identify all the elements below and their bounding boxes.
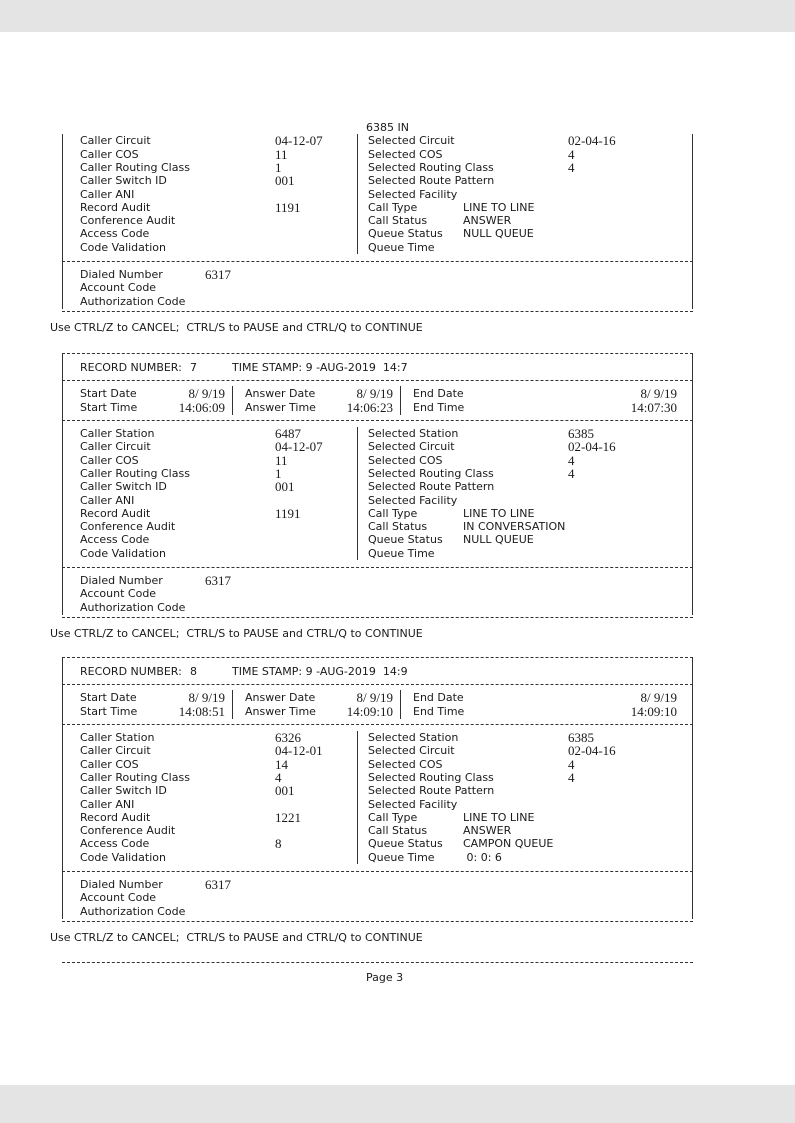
caller-field-value: 1221 (275, 809, 301, 825)
caller-field-label: Caller ANI (80, 493, 135, 507)
selected-field-value: 6385 (568, 426, 594, 441)
date-field-value: 8/ 9/19 (640, 690, 677, 705)
vertical-rule (357, 134, 358, 254)
selected-field-value: 02-04-16 (568, 133, 616, 149)
code-field-label: Authorization Code (80, 294, 186, 308)
selected-field-label: Selected COS (368, 757, 443, 771)
date-field-label: Answer Date (245, 691, 316, 704)
vertical-rule (62, 661, 63, 737)
vertical-rule (400, 690, 401, 719)
caller-field-label: Caller COS (80, 147, 139, 161)
selected-field-label: Call Status (368, 824, 428, 838)
date-field-value: 14:08:51 (178, 704, 225, 719)
dashed-divider (62, 311, 693, 312)
date-field-label: End Date (413, 691, 464, 704)
control-hint: Use CTRL/Z to CANCEL; CTRL/S to PAUSE and CTRL/Q to CONTINUE (50, 931, 423, 944)
caller-field-label: Caller Routing Class (80, 466, 190, 480)
dashed-divider (62, 617, 693, 618)
caller-field-value: 1191 (275, 505, 301, 521)
selected-field-value: IN CONVERSATION (463, 520, 566, 534)
caller-field-label: Caller Switch ID (80, 174, 167, 188)
code-field-label: Dialed Number (80, 268, 163, 281)
selected-field-label: Selected Circuit (368, 134, 455, 148)
date-field-value: 8/ 9/19 (356, 386, 393, 401)
caller-field-label: Caller COS (80, 757, 139, 771)
dashed-divider (62, 684, 693, 685)
time-stamp: TIME STAMP: 9 -AUG-2019 14:7 (232, 361, 408, 374)
selected-field-value: 02-04-16 (568, 743, 616, 759)
selected-field-value: LINE TO LINE (463, 506, 535, 520)
selected-field-label: Selected Routing Class (368, 160, 494, 174)
vertical-rule (692, 134, 693, 309)
caller-field-value: 11 (275, 452, 288, 468)
selected-field-value: LINE TO LINE (463, 200, 535, 214)
caller-field-value: 4 (275, 769, 282, 785)
selected-field-value: NULL QUEUE (463, 533, 534, 547)
caller-field-label: Caller Routing Class (80, 770, 190, 784)
caller-field-label: Access Code (80, 837, 150, 851)
selected-field-value: 4 (568, 769, 575, 785)
caller-field-value: 001 (275, 173, 295, 189)
time-stamp: TIME STAMP: 9 -AUG-2019 14:9 (232, 665, 408, 678)
selected-field-value: 4 (568, 452, 575, 468)
dashed-divider (62, 657, 693, 658)
date-field-label: Answer Date (245, 387, 316, 400)
selected-field-label: Selected Facility (368, 493, 458, 507)
caller-field-label: Record Audit (80, 200, 151, 214)
selected-field-label: Queue Status (368, 533, 443, 547)
selected-field-label: Selected Circuit (368, 744, 455, 758)
dashed-divider (62, 261, 693, 262)
caller-field-label: Caller Circuit (80, 440, 151, 454)
caller-field-label: Caller Switch ID (80, 480, 167, 494)
vertical-rule (232, 690, 233, 719)
selected-field-value: 0: 0: 6 (463, 850, 502, 864)
dashed-divider (62, 962, 693, 963)
caller-field-value: 8 (275, 836, 282, 852)
selected-field-value: 4 (568, 159, 575, 175)
date-field-value: 14:06:23 (346, 400, 393, 415)
caller-field-value: 11 (275, 146, 288, 162)
date-field-label: Start Time (80, 705, 138, 718)
record-number-label: RECORD NUMBER: (80, 361, 182, 374)
caller-field-value: 04-12-07 (275, 439, 323, 455)
selected-field-label: Selected Facility (368, 187, 458, 201)
caller-field-value: 6326 (275, 730, 301, 745)
selected-field-value: 6385 (568, 730, 594, 745)
caller-field-label: Caller Switch ID (80, 784, 167, 798)
date-field-value: 8/ 9/19 (640, 386, 677, 401)
caller-field-label: Caller Circuit (80, 134, 151, 148)
selected-field-label: Selected Station (368, 427, 459, 440)
caller-field-label: Caller Routing Class (80, 160, 190, 174)
selected-field-value: 4 (568, 465, 575, 481)
code-field-label: Dialed Number (80, 574, 163, 587)
selected-field-label: Queue Time (368, 546, 435, 560)
selected-field-label: Selected Circuit (368, 440, 455, 454)
date-field-label: Answer Time (245, 705, 316, 718)
dashed-divider (62, 724, 693, 725)
dashed-divider (62, 420, 693, 421)
caller-field-label: Caller Station (80, 427, 155, 440)
selected-field-label: Queue Status (368, 837, 443, 851)
caller-field-value: 04-12-01 (275, 743, 323, 759)
caller-field-label: Caller COS (80, 453, 139, 467)
date-field-label: Answer Time (245, 401, 316, 414)
selected-field-label: Call Status (368, 520, 428, 534)
selected-field-label: Call Type (368, 810, 418, 824)
caller-field-value: 1 (275, 465, 282, 481)
code-field-label: Account Code (80, 587, 157, 601)
selected-field-value: LINE TO LINE (463, 810, 535, 824)
caller-field-label: Access Code (80, 533, 150, 547)
selected-field-label: Selected COS (368, 147, 443, 161)
date-field-value: 14:07:30 (630, 400, 677, 415)
date-field-value: 8/ 9/19 (188, 690, 225, 705)
caller-field-label: Access Code (80, 227, 150, 241)
selected-field-value: 4 (568, 146, 575, 162)
caller-field-label: Conference Audit (80, 520, 176, 534)
selected-field-label: Selected Route Pattern (368, 174, 495, 188)
vertical-rule (692, 661, 693, 737)
selected-field-label: Selected COS (368, 453, 443, 467)
dashed-divider (62, 567, 693, 568)
dashed-divider (62, 380, 693, 381)
selected-field-value: 02-04-16 (568, 439, 616, 455)
dashed-divider (62, 921, 693, 922)
code-field-label: Authorization Code (80, 904, 186, 918)
code-field-value: 6317 (205, 877, 231, 892)
caller-field-label: Code Validation (80, 850, 166, 864)
caller-field-label: Caller ANI (80, 797, 135, 811)
caller-field-label: Code Validation (80, 240, 166, 254)
caller-field-label: Conference Audit (80, 214, 176, 228)
caller-field-value: 6487 (275, 426, 301, 441)
date-field-value: 14:09:10 (630, 704, 677, 719)
code-field-label: Dialed Number (80, 878, 163, 891)
caller-field-value: 1 (275, 159, 282, 175)
date-field-label: Start Time (80, 401, 138, 414)
scan-bottom-band (0, 1085, 795, 1123)
code-field-value: 6317 (205, 573, 231, 588)
control-hint: Use CTRL/Z to CANCEL; CTRL/S to PAUSE and CTRL/Q to CONTINUE (50, 321, 423, 334)
date-field-label: End Date (413, 387, 464, 400)
selected-field-value: ANSWER (463, 824, 512, 838)
selected-field-value: CAMPON QUEUE (463, 837, 554, 851)
selected-field-value: 4 (568, 756, 575, 772)
date-field-label: End Time (413, 401, 465, 414)
fragment-top-text: 6385 IN (366, 121, 409, 134)
vertical-rule (62, 134, 63, 309)
caller-field-value: 1191 (275, 199, 301, 215)
caller-field-label: Conference Audit (80, 824, 176, 838)
vertical-rule (62, 357, 63, 433)
caller-field-label: Caller Circuit (80, 744, 151, 758)
record-number-value: 8 (190, 665, 197, 678)
selected-field-label: Selected Route Pattern (368, 784, 495, 798)
caller-field-label: Record Audit (80, 810, 151, 824)
selected-field-label: Call Status (368, 214, 428, 228)
vertical-rule (692, 357, 693, 433)
selected-field-label: Selected Facility (368, 797, 458, 811)
vertical-rule (232, 386, 233, 415)
selected-field-label: Queue Time (368, 240, 435, 254)
caller-field-value: 04-12-07 (275, 133, 323, 149)
caller-field-value: 14 (275, 756, 288, 772)
caller-field-label: Code Validation (80, 546, 166, 560)
record-number-label: RECORD NUMBER: (80, 665, 182, 678)
selected-field-label: Selected Routing Class (368, 466, 494, 480)
record-number-value: 7 (190, 361, 197, 374)
code-field-label: Account Code (80, 281, 157, 295)
selected-field-value: ANSWER (463, 214, 512, 228)
selected-field-label: Queue Time (368, 850, 435, 864)
vertical-rule (357, 427, 358, 560)
date-field-value: 14:06:09 (178, 400, 225, 415)
caller-field-label: Record Audit (80, 506, 151, 520)
date-field-value: 8/ 9/19 (356, 690, 393, 705)
caller-field-value: 001 (275, 479, 295, 495)
date-field-value: 14:09:10 (346, 704, 393, 719)
selected-field-label: Call Type (368, 200, 418, 214)
selected-field-label: Queue Status (368, 227, 443, 241)
date-field-label: Start Date (80, 387, 137, 400)
selected-field-value: NULL QUEUE (463, 227, 534, 241)
selected-field-label: Call Type (368, 506, 418, 520)
caller-field-label: Caller Station (80, 731, 155, 744)
selected-field-label: Selected Routing Class (368, 770, 494, 784)
dashed-divider (62, 353, 693, 354)
control-hint: Use CTRL/Z to CANCEL; CTRL/S to PAUSE and CTRL/Q to CONTINUE (50, 627, 423, 640)
date-field-label: End Time (413, 705, 465, 718)
page-number: Page 3 (366, 971, 404, 984)
selected-field-label: Selected Route Pattern (368, 480, 495, 494)
caller-field-value: 001 (275, 783, 295, 799)
caller-field-label: Caller ANI (80, 187, 135, 201)
vertical-rule (357, 731, 358, 864)
vertical-rule (400, 386, 401, 415)
scan-top-band (0, 0, 795, 32)
date-field-label: Start Date (80, 691, 137, 704)
dashed-divider (62, 871, 693, 872)
code-field-label: Authorization Code (80, 600, 186, 614)
date-field-value: 8/ 9/19 (188, 386, 225, 401)
selected-field-label: Selected Station (368, 731, 459, 744)
code-field-value: 6317 (205, 267, 231, 282)
code-field-label: Account Code (80, 891, 157, 905)
